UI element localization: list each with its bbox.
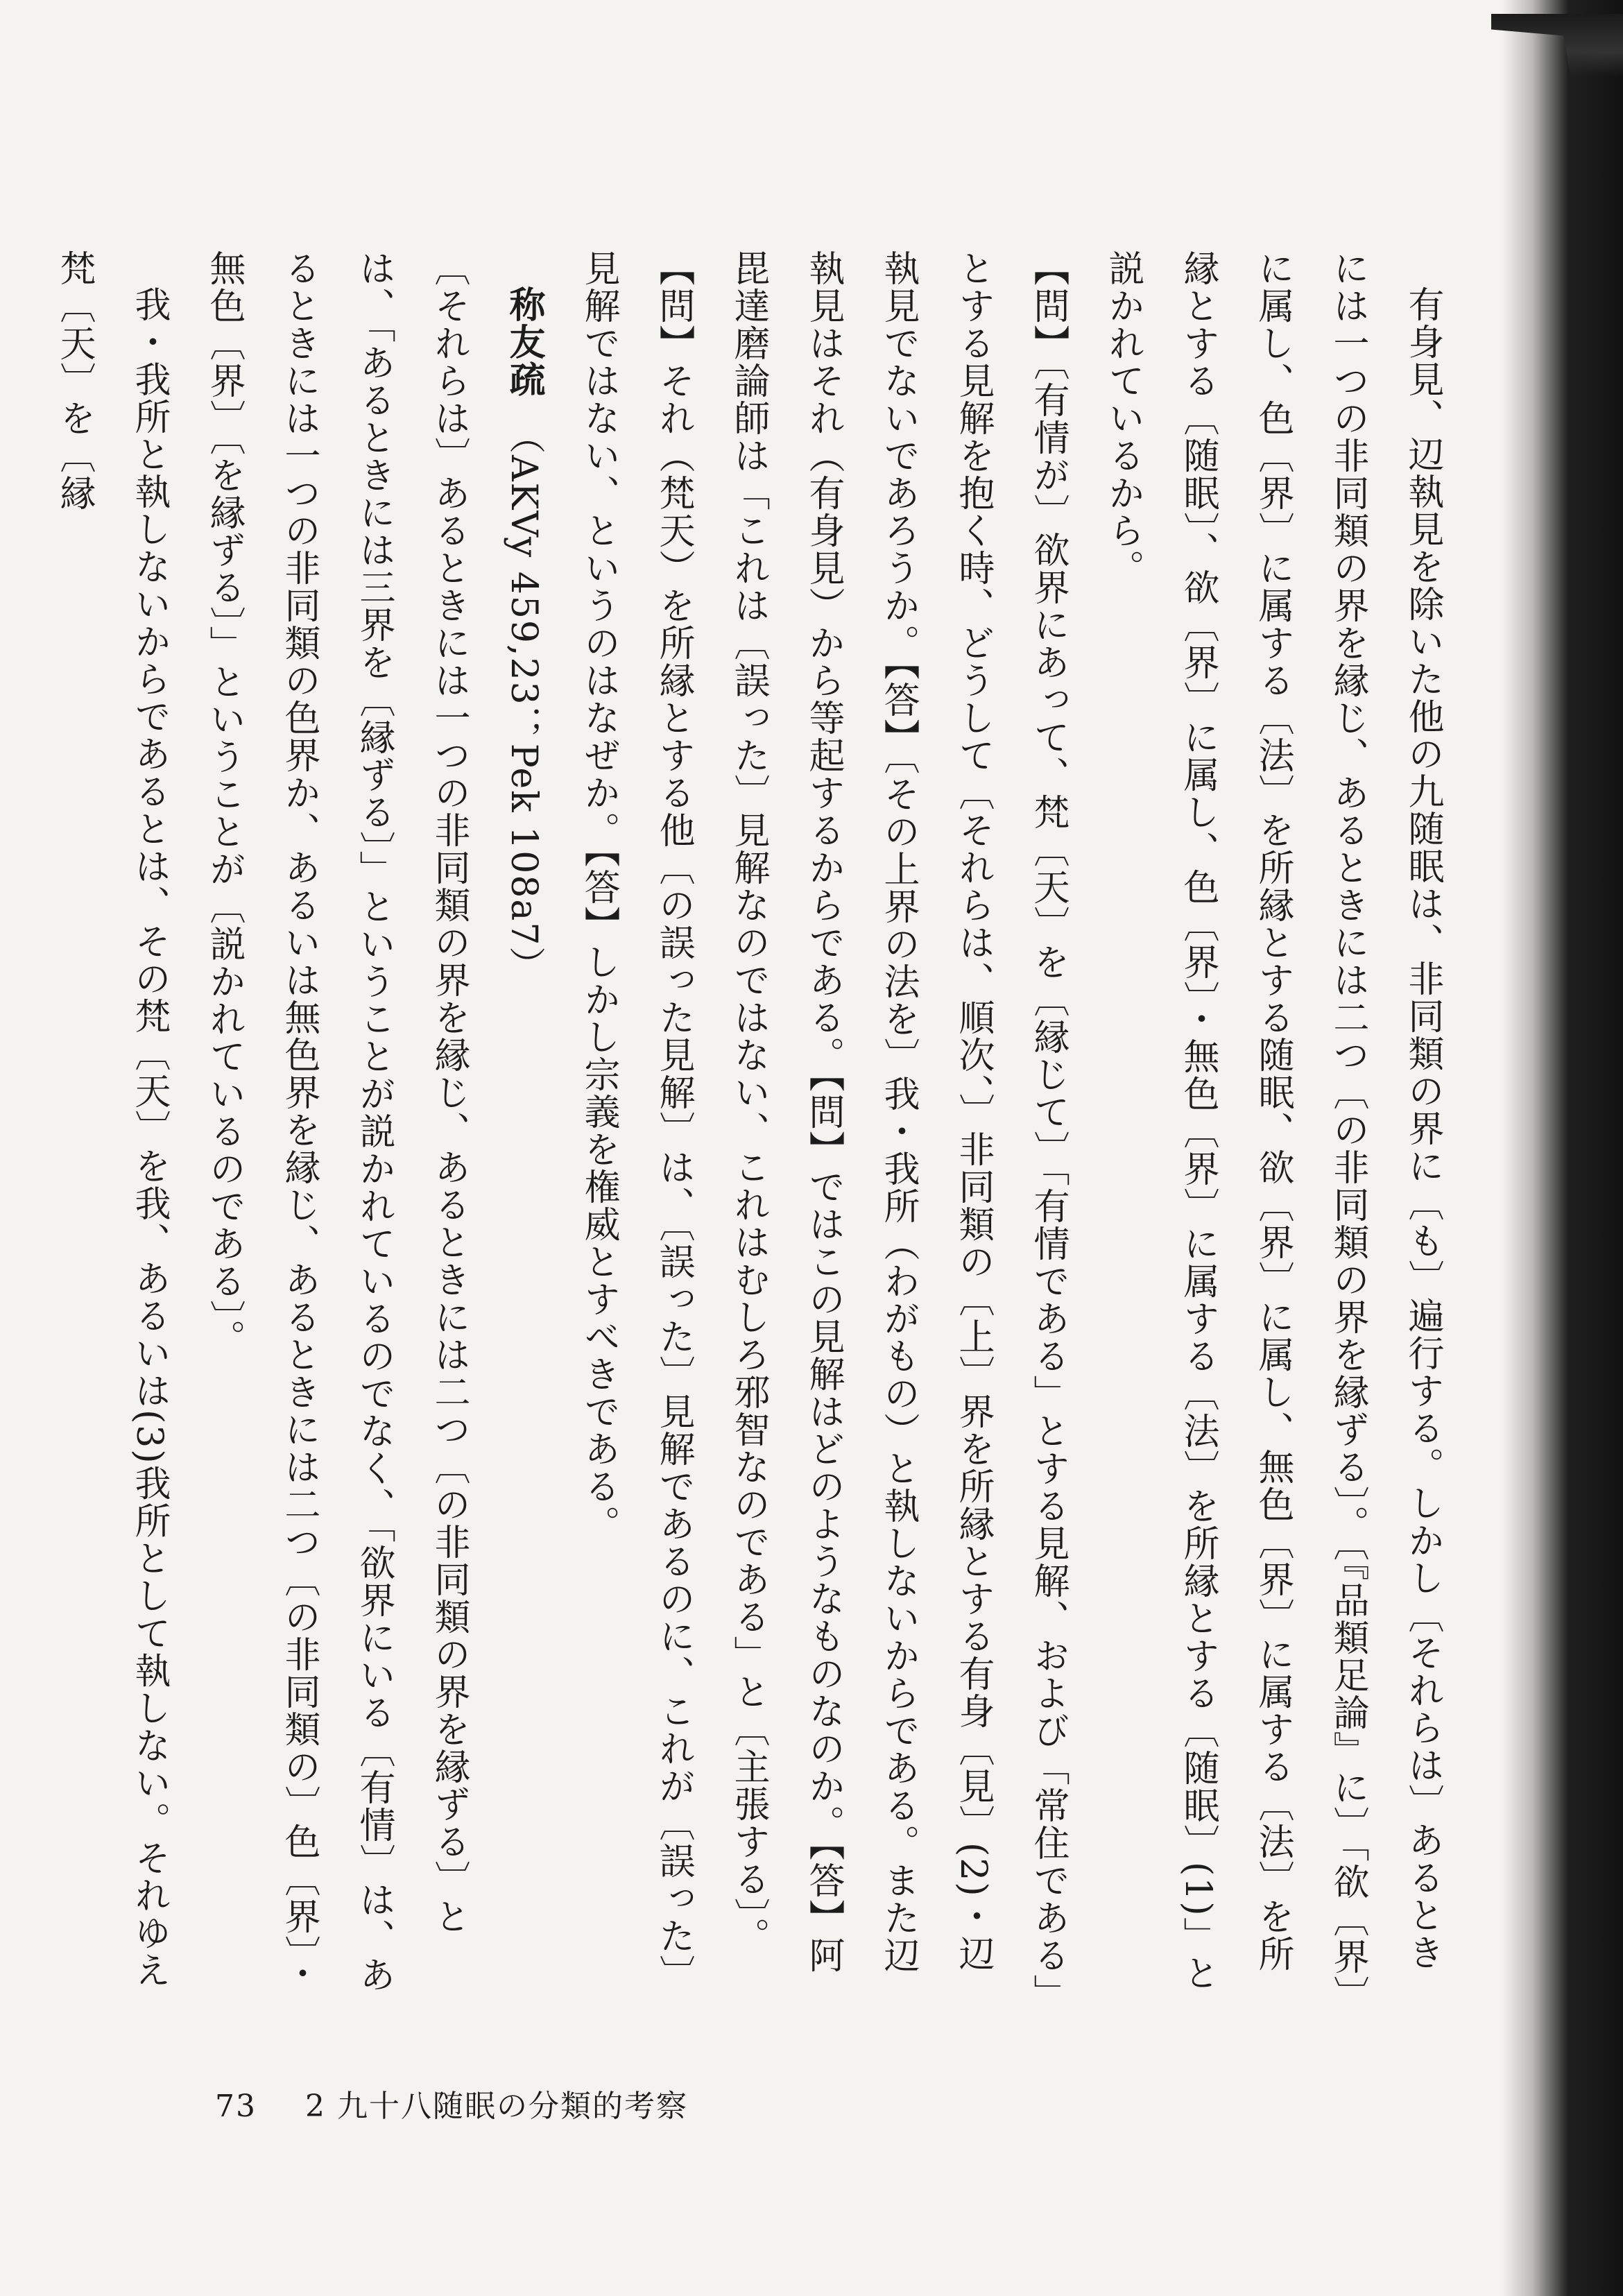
running-title: 2 九十八随眠の分類的考察 [305, 2089, 688, 2124]
vertical-text-block [53, 250, 1460, 1998]
book-spine-shadow [1502, 0, 1623, 2296]
paragraph-3: 〔それらは〕あるときには一つの非同類の界を縁じ、あるときには二つ〔の非同類の界を縁ずる〕とは、「あるときには三界を〔縁ずる〕」ということが説かれているのでなく、「欲界にいる〔有情〕は、あるときには一つの非同類の色界か、あるいは無色界を縁じ、あるときには二つ〔の非同類の〕色〔界〕・無色〔界〕〔を縁ずる〕」ということが〔説かれているのである〕。 [203, 250, 470, 1994]
section-heading [486, 250, 561, 1998]
paragraph-1: 有身見、辺執見を除いた他の九随眠は、非同類の界に〔も〕遍行する。しかし〔それらは〕あるときには一つの非同類の界を縁じ、あるときには二つ〔の非同類の界を縁ずる〕。〔『品類足論』に〕「欲〔界〕に属し、色〔界〕に属する〔法〕を所縁とする随眠、欲〔界〕に属し、無色〔界〕に属する〔法〕を所縁とする〔随眠〕、欲〔界〕に属し、色〔界〕・無色〔界〕に属する〔法〕を所縁とする〔随眠〕(1)」と説かれているから。 [1102, 250, 1443, 1995]
heading-reference: （AKVy 459,23；Pek 108a7） [503, 436, 544, 984]
page-number: 73 [215, 2089, 257, 2124]
paragraph-4: 我・我所と執しないからであるとは、その梵〔天〕を我、あるいは(3)我所として執しない。それゆえ梵〔天〕を〔縁 [53, 250, 170, 1989]
heading-title: 称友疏 [503, 286, 545, 398]
page-footer [215, 2081, 737, 2125]
paragraph-2: 【問】〔有情が〕欲界にあって、梵〔天〕を〔縁じて〕「有情である」とする見解、および「常住である」とする見解を抱く時、どうして〔それらは、順次、〕非同類の〔上〕界を所縁とする有身〔見〕(2)・辺執見でないであろうか。【答】〔その上界の法を〕我・我所（わがもの）と執しないからである。また辺執見はそれ（有身見）から等起するからである。【問】ではこの見解はどのようなものなのか。【答】阿毘達磨論師は「これは〔誤った〕見解なのではない、これはむしろ邪智なのである」と〔主張する〕。【問】それ（梵天）を所縁とする他〔の誤った見解〕は、〔誤った〕見解であるのに、これが〔誤った〕見解ではない、というのはなぜか。【答】しかし宗義を権威とすべきである。 [578, 250, 1069, 1994]
